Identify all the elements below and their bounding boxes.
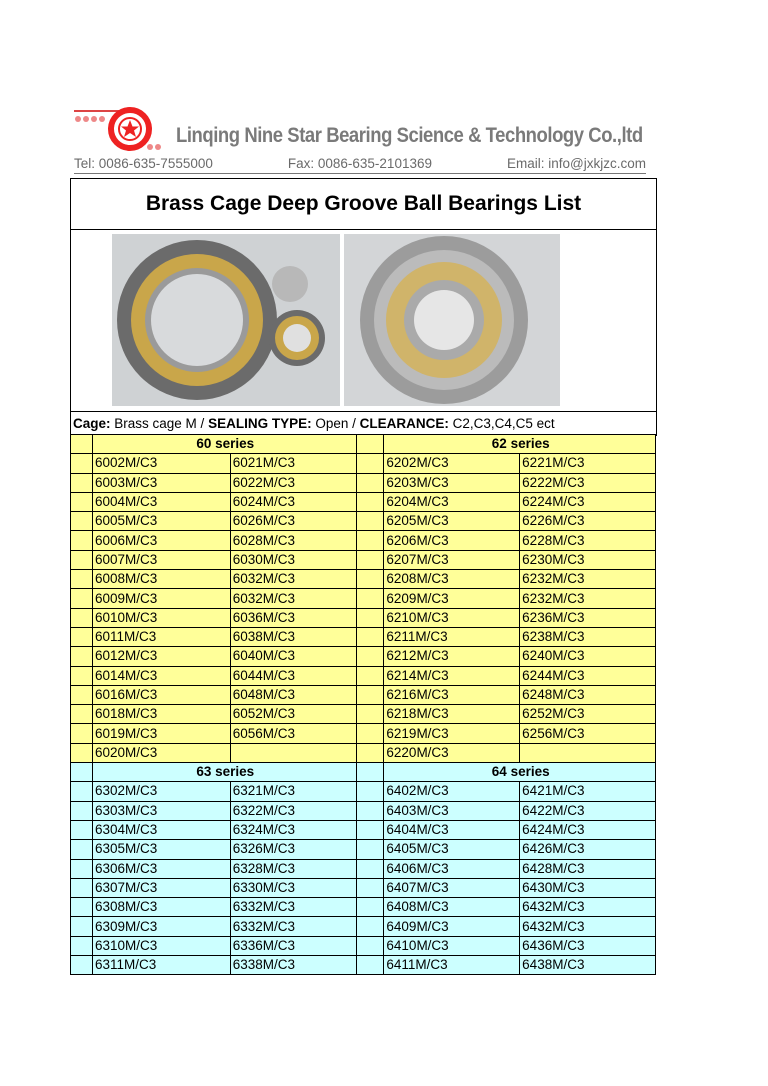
table-row: [71, 801, 656, 820]
bearing-cell: 6407M/C3: [384, 878, 520, 897]
bearing-cell: 6032M/C3: [230, 589, 356, 608]
company-name: Linqing Nine Star Bearing Science & Technology Co.,ltd: [176, 124, 643, 147]
product-images: [71, 230, 656, 412]
table-row: [71, 898, 656, 917]
tel: Tel: 0086-635-7555000: [74, 156, 213, 171]
bearing-cell: 6016M/C3: [92, 685, 230, 704]
bearing-cell: 6304M/C3: [92, 820, 230, 839]
bearing-cell: 6328M/C3: [230, 859, 356, 878]
series-title: 64 series: [384, 763, 656, 782]
bearing-cell: 6332M/C3: [230, 917, 356, 936]
bearing-cell: 6007M/C3: [92, 550, 230, 569]
bearing-cell: 6207M/C3: [384, 550, 520, 569]
table-row: [71, 473, 656, 492]
table-row: [71, 531, 656, 550]
bearing-cell: 6326M/C3: [230, 840, 356, 859]
bearing-cell: 6030M/C3: [230, 550, 356, 569]
table-row: [71, 743, 656, 762]
bearing-cell: 6018M/C3: [92, 705, 230, 724]
bearing-cell: 6226M/C3: [520, 512, 656, 531]
bearing-cell: 6020M/C3: [92, 743, 230, 762]
spec-line: [71, 412, 656, 436]
bearing-cell: 6338M/C3: [230, 956, 356, 975]
bearing-cell: 6230M/C3: [520, 550, 656, 569]
bearing-cell: 6044M/C3: [230, 666, 356, 685]
table-row: [71, 840, 656, 859]
bearing-cell: 6422M/C3: [520, 801, 656, 820]
series-header-row: [71, 763, 656, 782]
list-frame: [70, 178, 657, 436]
bearing-cell: 6248M/C3: [520, 685, 656, 704]
bearing-cell: 6244M/C3: [520, 666, 656, 685]
table-row: [71, 512, 656, 531]
table-row: [71, 936, 656, 955]
table-row: [71, 666, 656, 685]
bearing-cell: 6252M/C3: [520, 705, 656, 724]
bearing-cell: [230, 743, 356, 762]
bearing-cell: 6218M/C3: [384, 705, 520, 724]
clearance-value: C2,C3,C4,C5 ect: [448, 416, 555, 431]
bearing-cell: 6024M/C3: [230, 492, 356, 511]
table-row: [71, 627, 656, 646]
bearing-cell: 6306M/C3: [92, 859, 230, 878]
bearing-cell: 6432M/C3: [520, 898, 656, 917]
bearing-cell: 6052M/C3: [230, 705, 356, 724]
contact-line: [74, 156, 646, 174]
bearing-cell: 6022M/C3: [230, 473, 356, 492]
bearing-cell: 6036M/C3: [230, 608, 356, 627]
bearing-cell: 6040M/C3: [230, 647, 356, 666]
table-row: [71, 608, 656, 627]
bearing-cell: 6332M/C3: [230, 898, 356, 917]
clearance-label: CLEARANCE:: [359, 416, 449, 431]
bearing-cell: 6409M/C3: [384, 917, 520, 936]
bearing-cell: 6010M/C3: [92, 608, 230, 627]
bearing-cell: 6240M/C3: [520, 647, 656, 666]
table-row: [71, 724, 656, 743]
bearing-cell: 6232M/C3: [520, 570, 656, 589]
table-row: [71, 820, 656, 839]
bearing-cell: 6436M/C3: [520, 936, 656, 955]
bearing-cell: 6208M/C3: [384, 570, 520, 589]
sealing-value: Open /: [311, 416, 360, 431]
bearing-cell: 6309M/C3: [92, 917, 230, 936]
table-row: [71, 492, 656, 511]
bearings-table: [70, 434, 656, 975]
table-row: [71, 878, 656, 897]
company-logo-icon: [72, 103, 162, 153]
bearing-cell: 6008M/C3: [92, 570, 230, 589]
bearing-cell: 6256M/C3: [520, 724, 656, 743]
bearing-cell: 6006M/C3: [92, 531, 230, 550]
bearing-cell: 6220M/C3: [384, 743, 520, 762]
bearing-cell: 6212M/C3: [384, 647, 520, 666]
bearing-cell: 6224M/C3: [520, 492, 656, 511]
series-header-row: [71, 435, 656, 454]
bearing-cell: 6408M/C3: [384, 898, 520, 917]
table-row: [71, 647, 656, 666]
table-row: [71, 917, 656, 936]
bearing-cell: 6406M/C3: [384, 859, 520, 878]
bearing-cell: 6216M/C3: [384, 685, 520, 704]
bearing-cell: 6009M/C3: [92, 589, 230, 608]
bearing-cell: 6307M/C3: [92, 878, 230, 897]
bearing-cell: 6038M/C3: [230, 627, 356, 646]
bearing-photo-1: [112, 234, 340, 406]
bearing-cell: 6222M/C3: [520, 473, 656, 492]
bearing-cell: 6403M/C3: [384, 801, 520, 820]
bearing-cell: 6426M/C3: [520, 840, 656, 859]
bearing-cell: 6322M/C3: [230, 801, 356, 820]
series-title: 60 series: [92, 435, 356, 454]
bearing-cell: 6026M/C3: [230, 512, 356, 531]
bearing-cell: 6405M/C3: [384, 840, 520, 859]
email: Email: info@jxkjzc.com: [507, 156, 646, 171]
bearing-cell: 6214M/C3: [384, 666, 520, 685]
table-row: [71, 570, 656, 589]
bearing-cell: 6204M/C3: [384, 492, 520, 511]
bearing-cell: 6004M/C3: [92, 492, 230, 511]
bearing-cell: 6310M/C3: [92, 936, 230, 955]
bearing-cell: 6205M/C3: [384, 512, 520, 531]
bearing-cell: 6410M/C3: [384, 936, 520, 955]
bearing-cell: 6232M/C3: [520, 589, 656, 608]
bearing-cell: 6209M/C3: [384, 589, 520, 608]
table-row: [71, 956, 656, 975]
table-row: [71, 550, 656, 569]
bearing-cell: 6402M/C3: [384, 782, 520, 801]
bearing-cell: 6330M/C3: [230, 878, 356, 897]
bearing-cell: 6210M/C3: [384, 608, 520, 627]
bearing-cell: 6236M/C3: [520, 608, 656, 627]
bearing-cell: 6211M/C3: [384, 627, 520, 646]
page-title: Brass Cage Deep Groove Ball Bearings List: [71, 179, 656, 230]
cage-value: Brass cage M /: [110, 416, 209, 431]
bearing-cell: 6324M/C3: [230, 820, 356, 839]
series-title: 62 series: [384, 435, 656, 454]
fax: Fax: 0086-635-2101369: [287, 156, 432, 171]
bearing-cell: 6056M/C3: [230, 724, 356, 743]
bearing-cell: 6428M/C3: [520, 859, 656, 878]
bearing-photo-2: [344, 234, 560, 406]
bearing-cell: 6019M/C3: [92, 724, 230, 743]
bearing-cell: 6002M/C3: [92, 454, 230, 473]
bearing-cell: 6014M/C3: [92, 666, 230, 685]
bearing-cell: 6028M/C3: [230, 531, 356, 550]
bearing-cell: 6411M/C3: [384, 956, 520, 975]
bearing-cell: 6012M/C3: [92, 647, 230, 666]
bearing-cell: 6305M/C3: [92, 840, 230, 859]
bearing-cell: 6432M/C3: [520, 917, 656, 936]
table-row: [71, 859, 656, 878]
bearing-cell: 6430M/C3: [520, 878, 656, 897]
series-title: 63 series: [92, 763, 356, 782]
bearing-cell: 6203M/C3: [384, 473, 520, 492]
bearing-cell: 6404M/C3: [384, 820, 520, 839]
bearing-cell: [520, 743, 656, 762]
table-row: [71, 589, 656, 608]
bearing-cell: 6005M/C3: [92, 512, 230, 531]
bearing-cell: 6221M/C3: [520, 454, 656, 473]
table-row: [71, 454, 656, 473]
cage-label: Cage:: [73, 416, 111, 431]
table-row: [71, 705, 656, 724]
bearing-cell: 6202M/C3: [384, 454, 520, 473]
bearing-cell: 6032M/C3: [230, 570, 356, 589]
bearing-cell: 6336M/C3: [230, 936, 356, 955]
bearing-cell: 6303M/C3: [92, 801, 230, 820]
bearing-cell: 6421M/C3: [520, 782, 656, 801]
bearing-cell: 6206M/C3: [384, 531, 520, 550]
bearing-cell: 6219M/C3: [384, 724, 520, 743]
bearing-cell: 6302M/C3: [92, 782, 230, 801]
bearing-cell: 6011M/C3: [92, 627, 230, 646]
bearing-cell: 6003M/C3: [92, 473, 230, 492]
bearing-cell: 6308M/C3: [92, 898, 230, 917]
bearing-cell: 6424M/C3: [520, 820, 656, 839]
bearing-cell: 6048M/C3: [230, 685, 356, 704]
bearing-cell: 6238M/C3: [520, 627, 656, 646]
bearing-cell: 6228M/C3: [520, 531, 656, 550]
table-row: [71, 685, 656, 704]
bearing-cell: 6021M/C3: [230, 454, 356, 473]
bearing-cell: 6311M/C3: [92, 956, 230, 975]
sealing-label: SEALING TYPE:: [208, 416, 312, 431]
table-row: [71, 782, 656, 801]
bearing-cell: 6321M/C3: [230, 782, 356, 801]
bearing-cell: 6438M/C3: [520, 956, 656, 975]
